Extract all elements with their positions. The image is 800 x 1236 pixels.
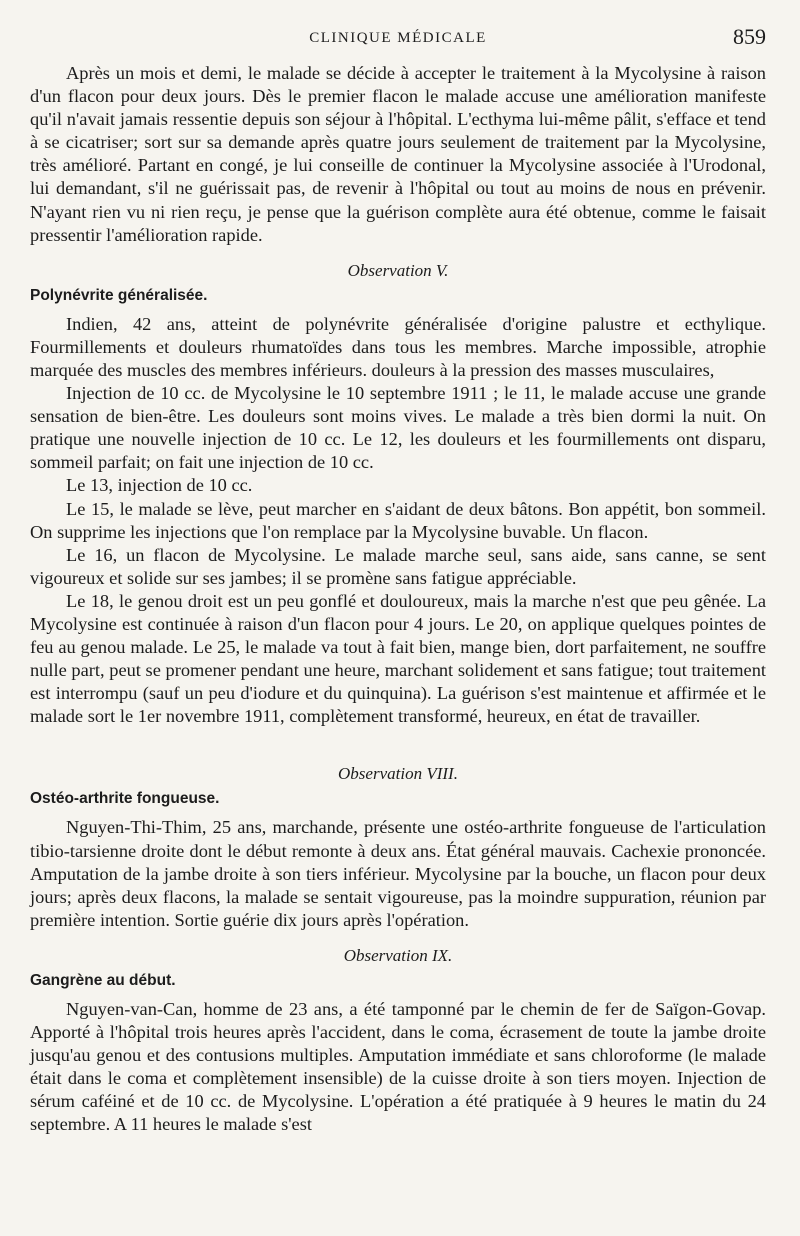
observation-5-paragraph: Le 18, le genou droit est un peu gonflé et douloureux, mais la marche n'est que peu gênée. La Mycolysine est continuée à raison d'un flacon pour 4 jours. Le 20, on applique quelques pointes de feu au genou malade. Le 25, le malade va tout à fait bien, mange bien, dort parfaitement, ne souffre nulle part, peut se promener pendant une heure, marchant solidement et sans fatigue; tout traitement est interrompu (sauf un peu d'iodure et du quinquina). La guérison s'est maintenue et affirmée et le malade sort le 1er novembre 1911, complètement transformé, heureux, en état de travailler. (30, 590, 766, 727)
intro-paragraph: Après un mois et demi, le malade se décide à accepter le traitement à la Mycolysine à raison d'un flacon pour deux jours. Dès le premier flacon le malade accuse une amélioration manifeste qu'il n'avait jamais ressentie depuis son séjour à l'hôpital. L'ecthyma lui-même pâlit, s'efface et tend à se cicatriser; sort sur sa demande après quatre jours seulement de traitement par la Mycolysine, très amélioré. Partant en congé, je lui conseille de continuer la Mycolysine associée à l'Urodonal, lui demandant, s'il ne guérissait pas, de revenir à l'hôpital ou tout au moins de nous en prévenir. N'ayant rien vu ni rien reçu, je pense que la guérison complète aura été obtenue, comme le faisait pressentir l'amélioration rapide. (30, 63, 766, 245)
observation-9-heading: Gangrène au début. (30, 971, 176, 989)
observation-5-title: Observation V. (347, 260, 449, 280)
page-number: 859 (733, 24, 766, 49)
observation-9-paragraph: Nguyen-van-Can, homme de 23 ans, a été tamponné par le chemin de fer de Saïgon-Govap. Apporté à l'hôpital trois heures après l'accident, dans le coma, écrasement de toute la jambe droite jusqu'au genou et des contusions multiples. Amputation immédiate et sans chloroforme (le malade était dans le coma et complètement insensible) de la cuisse droite à son tiers moyen. Injection de sérum caféiné et de 10 cc. de Mycolysine. L'opération a été pratiquée à 9 heures le matin du 24 septembre. A 11 heures le malade s'est (30, 998, 766, 1135)
observation-5-paragraph: Injection de 10 cc. de Mycolysine le 10 septembre 1911 ; le 11, le malade accuse une grande sensation de bien-être. Les douleurs sont moins vives. Le malade a très bien dormi la nuit. On pratique une nouvelle injection de 10 cc. Le 12, les douleurs et les fourmillements ont disparu, sommeil parfait; on fait une injection de 10 cc. (30, 383, 766, 473)
running-head: CLINIQUE MÉDICALE (309, 30, 487, 46)
observation-9-title: Observation IX. (343, 945, 453, 965)
observation-8-paragraph: Nguyen-Thi-Thim, 25 ans, marchande, présente une ostéo-arthrite fongueuse de l'articulation tibio-tarsienne droite dont le début remonte à deux ans. État général mauvais. Cachexie prononcée. Amputation de la jambe droite à son tiers inférieur. Mycolysine par la bouche, un flacon pour deux jours; après deux flacons, la malade se sentait vigoureuse, pas la moindre suppuration, réunion par première intention. Sortie guérie dix jours après l'opération. (30, 817, 766, 930)
observation-8-heading: Ostéo-arthrite fongueuse. (30, 790, 220, 808)
page-header (30, 22, 766, 62)
observation-5-paragraph: Indien, 42 ans, atteint de polynévrite généralisée d'origine palustre et ecthylique. Fourmillements et douleurs rhumatoïdes dans tous les membres. Marche impossible, atrophie marquée des muscles des membres inférieurs. douleurs à la pression des masses musculaires, (30, 313, 766, 380)
observation-8-title: Observation VIII. (338, 764, 458, 784)
section-gap (30, 728, 766, 750)
observation-5-paragraph: Le 13, injection de 10 cc. (66, 475, 253, 496)
observation-5-paragraph: Le 15, le malade se lève, peut marcher en s'aidant de deux bâtons. Bon appétit, bon sommeil. On supprime les injections que l'on remplace par la Mycolysine buvable. Un flacon. (30, 498, 766, 542)
observation-5-paragraph: Le 16, un flacon de Mycolysine. Le malade marche seul, sans aide, sans canne, se sent vigoureux et solide sur ses jambes; il se promène sans fatigue appréciable. (30, 544, 766, 588)
observation-5-heading: Polynévrite généralisée. (30, 286, 208, 304)
